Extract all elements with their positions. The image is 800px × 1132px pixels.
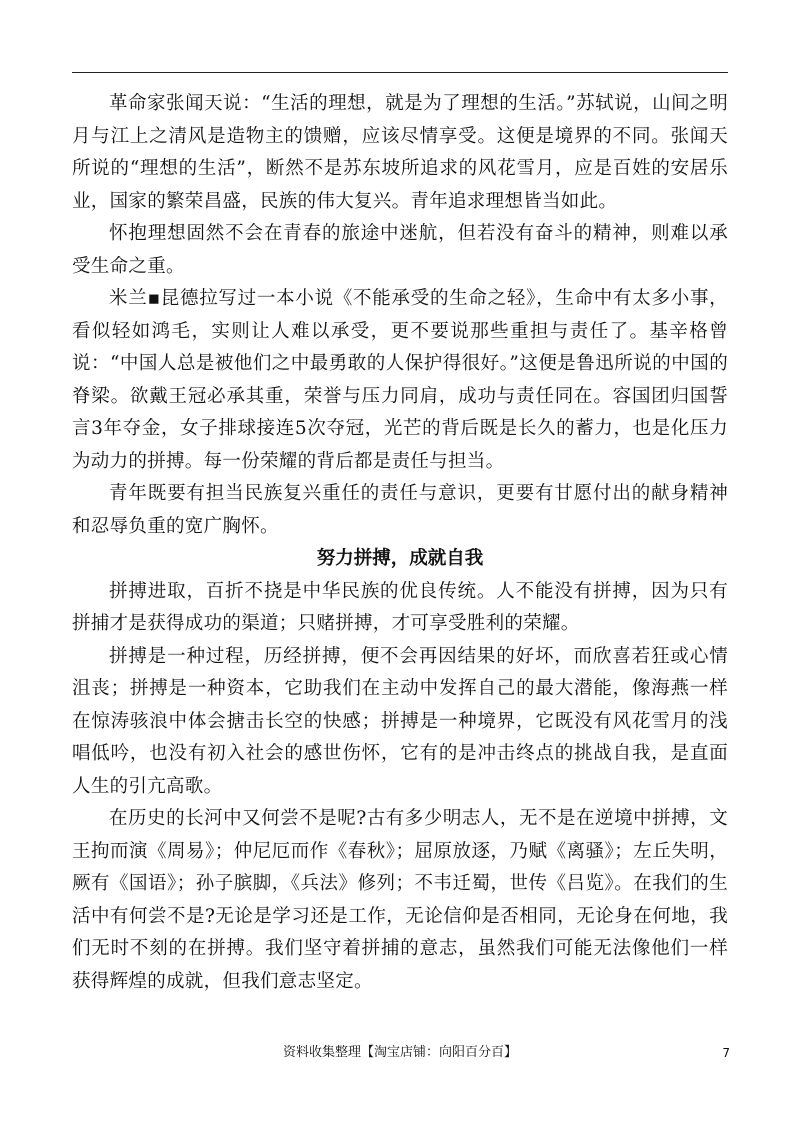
body-text	[72, 88, 728, 998]
paragraph: 革命家张闻天说：“生活的理想，就是为了理想的生活。”苏轼说，山间之明月与江上之清风是造物主的馈赠，应该尽情享受。这便是境界的不同。张闻天所说的“理想的生活”，断然不是苏东坡所追求的风花雪月，应是百姓的安居乐业，国家的繁荣昌盛，民族的伟大复兴。青年追求理想皆当如此。	[72, 93, 728, 212]
paragraph: 怀抱理想固然不会在青春的旅途中迷航，但若没有奋斗的精神，则难以承受生命之重。	[72, 223, 728, 277]
header-rule	[72, 72, 728, 73]
paragraph: 拼搏进取，百折不挠是中华民族的优良传统。人不能没有拼搏，因为只有拼捕才是获得成功的渠道；只赌拼搏，才可享受胜利的荣耀。	[72, 580, 728, 634]
paragraph: 拼搏是一种过程，历经拼搏，便不会再因结果的好坏，而欣喜若狂或心情沮丧；拼搏是一种资本，它助我们在主动中发挥自己的最大潜能，像海燕一样在惊涛骇浪中体会搪击长空的快感；拼搏是一种境界，它既没有风花雪月的浅唱低吟，也没有初入社会的感世伤怀，它有的是冲击终点的挑战自我，是直面人生的引亢高歌。	[72, 645, 728, 797]
page-footer	[0, 1043, 800, 1067]
section-heading: 努力拼搏，成就自我	[316, 548, 484, 569]
page-number: 7	[722, 1046, 730, 1060]
paragraph: 在历史的长河中又何尝不是呢?古有多少明志人，无不是在逆境中拼搏，文王拘而演《周易》；仲尼厄而作《春秋》；屈原放逐，乃赋《离骚》；左丘失明，厥有《国语》；孙子膑脚，《兵法》修列；不韦迁蜀，世传《吕览》。在我们的生活中有何尝不是?无论是学习还是工作，无论信仰是否相同，无论身在何地，我们无时不刻的在拼搏。我们坚守着拼捕的意志，虽然我们可能无法像他们一样获得辉煌的成就，但我们意志坚定。	[72, 808, 728, 992]
paragraph: 青年既要有担当民族复兴重任的责任与意识，更要有甘愿付出的献身精神和忍辱负重的宽广胸怀。	[72, 483, 728, 537]
paragraph: 米兰▪昆德拉写过一本小说《不能承受的生命之轻》，生命中有太多小事，看似轻如鸿毛，实则让人难以承受，更不要说那些重担与责任了。基辛格曾说：“中国人总是被他们之中最勇敢的人保护得很好。”这便是鲁迅所说的中国的脊梁。欲戴王冠必承其重，荣誉与压力同肩，成功与责任同在。容国团归国誓言3年夺金，女子排球接连5次夺冠，光芒的背后既是长久的蓄力，也是化压力为动力的拼搏。每一份荣耀的背后都是责任与担当。	[72, 288, 728, 472]
footer-source-text: 资料收集整理【淘宝店铺：向阳百分百】	[282, 1045, 517, 1060]
